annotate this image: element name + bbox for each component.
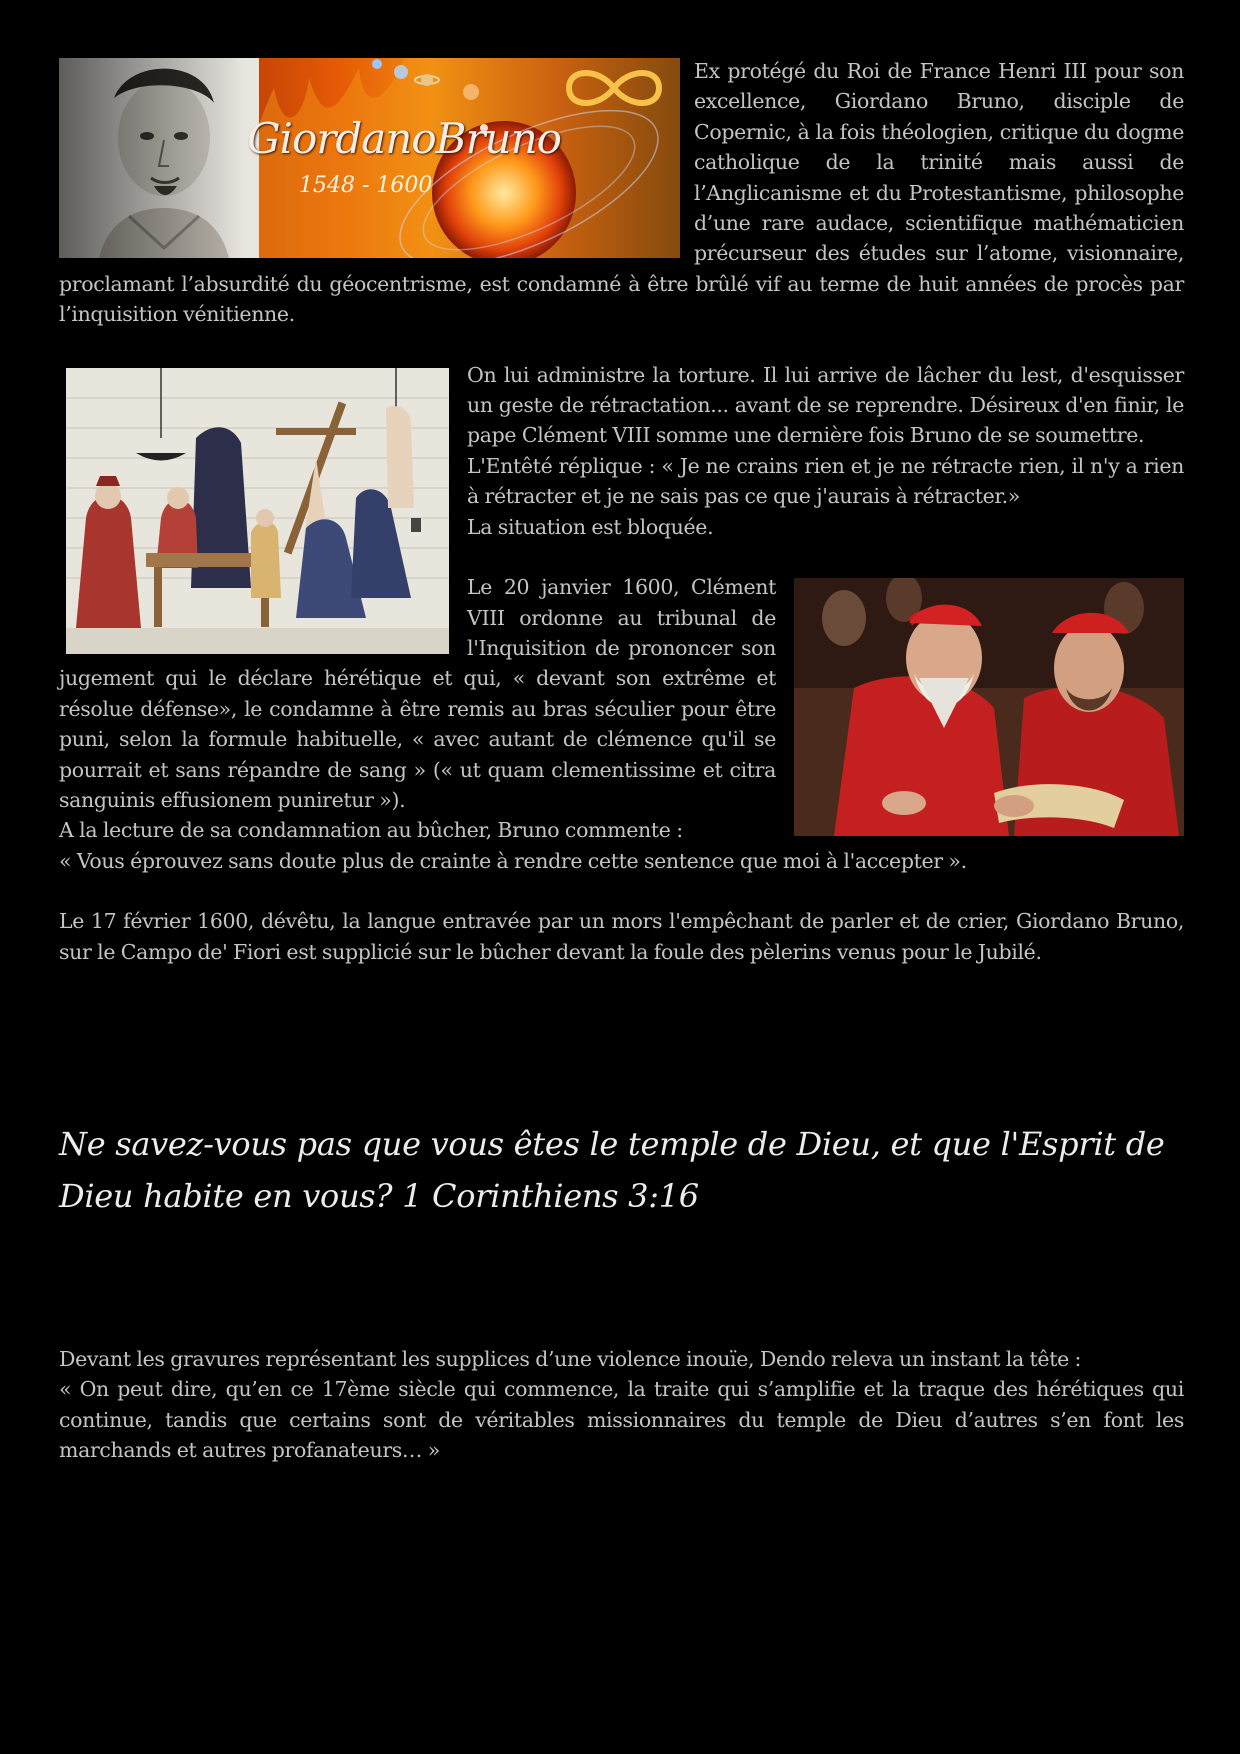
giordano-bruno-banner-image bbox=[59, 58, 680, 258]
torture-engraving-artwork bbox=[66, 368, 449, 654]
intro-paragraph: Ex protégé du Roi de France Henri III pour son excellence, Giordano Bruno, disciple de Copernic, à la fois théologien, critique du dogme catholique de la trinité mais aussi de l’Anglicanisme et du Protestantisme, philosophe d’une rare audace, scientifique mathématicien précurseur des études sur l’atome, visionnaire, proclamant l’absurdité du géocentrisme, est condamné à être brûlé vif au terme de huit années de procès par l’inquisition vénitienne. bbox=[59, 59, 1184, 327]
spacer bbox=[59, 330, 1184, 360]
cardinals-photo-artwork bbox=[794, 578, 1184, 836]
closing-paragraph-1: Devant les gravures représentant les supplices d’une violence inouïe, Dendo releva un instant la tête : bbox=[59, 1347, 1082, 1371]
banner-title: GiordanoBruno bbox=[247, 114, 561, 163]
sentence-paragraph-2: A la lecture de sa condamnation au bûcher, Bruno commente : bbox=[59, 818, 683, 843]
torture-paragraph-2: L'Entêté réplique : « Je ne crains rien et je ne rétracte rien, il n'y a rien à rétracter et je ne sais pas ce que j'aurais à rétracter.» bbox=[467, 453, 1184, 509]
sentence-paragraph-1: Le 20 janvier 1600, Clément VIII ordonne au tribunal de l'Inquisition de prononcer son jugement qui le déclare hérétique et qui, « devant son extrême et résolue défense», le condamne à être remis au bras séculier pour être puni, selon la formule habituelle, « avec autant de clémence qu'il se pourrait et sans répandre de sang » (« ut quam clementissime et citra sanguinis effusionem puniretur »). bbox=[59, 575, 776, 812]
banner-dates: 1548 - 1600 bbox=[299, 173, 433, 198]
closing-section bbox=[59, 1344, 1184, 1466]
cardinals-photo-image bbox=[794, 578, 1184, 836]
closing-paragraph-2: « On peut dire, qu’en ce 17ème siècle qui commence, la traite qui s’amplifie et la traque des hérétiques qui continue, tandis que certains sont de véritables missionnaires du temple de Dieu d’autres s’en font les marchands et autres profanateurs… » bbox=[59, 1377, 1184, 1463]
sentence-paragraph-3: « Vous éprouvez sans doute plus de crainte à rendre cette sentence que moi à l'accepter ». bbox=[59, 848, 967, 873]
torture-paragraph-3: La situation est bloquée. bbox=[467, 514, 714, 539]
bible-quote: Ne savez-vous pas que vous êtes le temple de Dieu, et que l'Esprit de Dieu habite en vous? 1 Corinthiens 3:16 bbox=[59, 1125, 1165, 1215]
torture-engraving-image bbox=[66, 368, 449, 654]
execution-paragraph: Le 17 février 1600, dévêtu, la langue entravée par un mors l'empêchant de parler et de crier, Giordano Bruno, sur le Campo de' Fiori est supplicié sur le bûcher devant la foule des pèlerins venus pour le Jubilé. bbox=[59, 909, 1184, 964]
torture-paragraph-1: On lui administre la torture. Il lui arrive de lâcher du lest, d'esquisser un geste de rétractation... avant de se reprendre. Désireux d'en finir, le pape Clément VIII somme une dernière fois Bruno de se soumettre. bbox=[467, 362, 1184, 448]
spacer bbox=[59, 876, 1184, 906]
page-content bbox=[59, 56, 1184, 967]
